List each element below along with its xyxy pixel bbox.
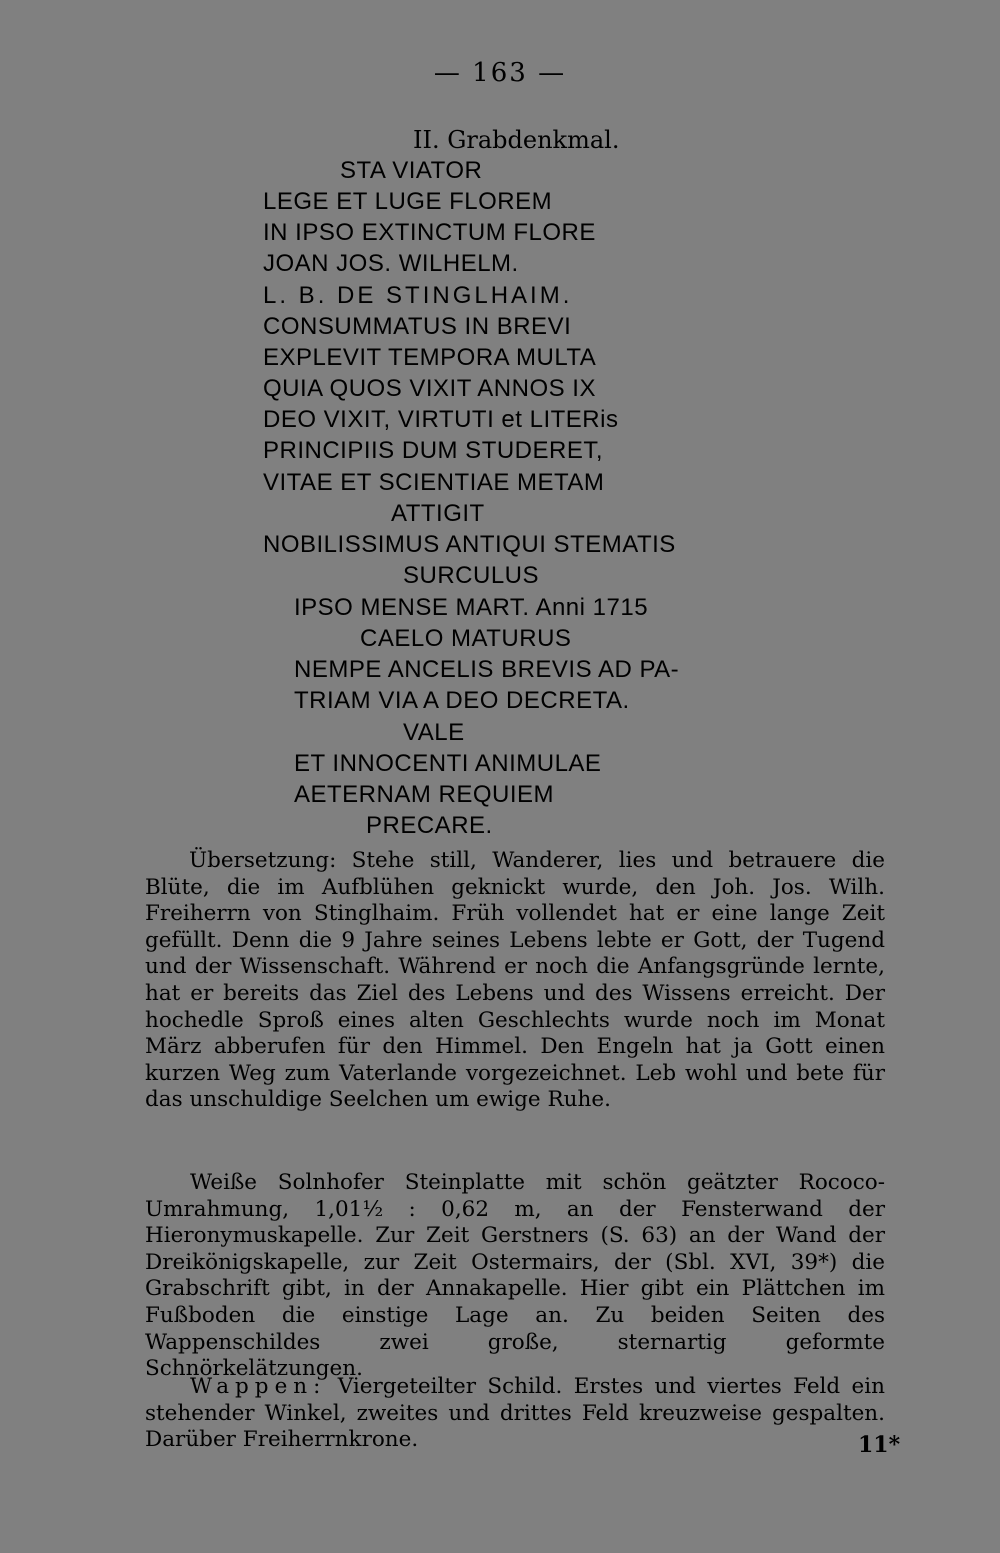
inscription-line: JOAN JOS. WILHELM. [263, 250, 519, 277]
inscription-line: AETERNAM REQUIEM [294, 781, 555, 808]
page-number: — 163 — [433, 58, 567, 88]
inscription-line: NEMPE ANCELIS BREVIS AD PA- [294, 656, 680, 683]
inscription-line: VALE [403, 719, 465, 746]
inscription-line: TRIAM VIA A DEO DECRETA. [294, 687, 630, 714]
inscription-line: PRINCIPIIS DUM STUDERET, [263, 437, 604, 464]
inscription-line: ET INNOCENTI ANIMULAE [294, 750, 602, 777]
inscription-line: SURCULUS [403, 562, 540, 589]
wappen-text: Viergeteilter Schild. Erstes und viertes Feld ein stehender Winkel, zweites und drittes Feld kreuzweise gespalten. Darüber Freiherrnkrone. [145, 1374, 885, 1453]
wappen-paragraph [145, 1374, 885, 1454]
inscription-line: ATTIGIT [391, 500, 485, 527]
inscription-line: VITAE ET SCIENTIAE METAM [263, 469, 605, 496]
signature-mark: 11* [858, 1432, 901, 1458]
inscription-line: EXPLEVIT TEMPORA MULTA [263, 344, 597, 371]
inscription-line: LEGE ET LUGE FLOREM [263, 188, 553, 215]
description-paragraph: Weiße Solnhofer Steinplatte mit schön geätzter Rococo-Umrahmung, 1,01½ : 0,62 m, an der Fensterwand der Hieronymuskapelle. Zur Zeit Gerstners (S. 63) an der Wand der Dreikönigskapelle, zur Zeit Ostermairs, der (Sbl. XVI, 39*) die Grabschrift gibt, in der Annakapelle. Hier gibt ein Plättchen im Fußboden die einstige Lage an. Zu beiden Seiten des Wappenschildes zwei große, sternartig geformte Schnörkelätzungen. [145, 1170, 885, 1382]
inscription-line: CAELO MATURUS [360, 625, 572, 652]
translation-paragraph: Übersetzung: Stehe still, Wanderer, lies und betrauere die Blüte, die im Aufblühen geknickt wurde, den Joh. Jos. Wilh. Freiherrn von Stinglhaim. Früh vollendet hat er eine lange Zeit gefüllt. Denn die 9 Jahre seines Lebens lebte er Gott, der Tugend und der Wissenschaft. Während er noch die Anfangsgründe lernte, hat er bereits das Ziel des Lebens und des Wissens erreicht. Der hochedle Sproß eines alten Geschlechts wurde noch im Monat März abberufen für den Himmel. Den Engeln hat ja Gott einen kurzen Weg zum Vaterlande vorgezeichnet. Leb wohl und bete für das unschuldige Seelchen um ewige Ruhe. [145, 848, 885, 1113]
wappen-label: Wappen: [190, 1374, 327, 1399]
inscription-line: STA VIATOR [340, 157, 483, 184]
inscription-line: L. B. DE STINGLHAIM. [263, 282, 573, 309]
inscription-line: QUIA QUOS VIXIT ANNOS IX [263, 375, 596, 402]
section-heading: II. Grabdenkmal. [413, 126, 620, 154]
inscription-line: CONSUMMATUS IN BREVI [263, 313, 572, 340]
inscription-line: IPSO MENSE MART. Anni 1715 [294, 594, 649, 621]
inscription-line: IN IPSO EXTINCTUM FLORE [263, 219, 596, 246]
inscription-line: DEO VIXIT, VIRTUTI et LITERis [263, 406, 619, 433]
inscription-line: PRECARE. [366, 812, 493, 839]
inscription-line: NOBILISSIMUS ANTIQUI STEMATIS [263, 531, 676, 558]
